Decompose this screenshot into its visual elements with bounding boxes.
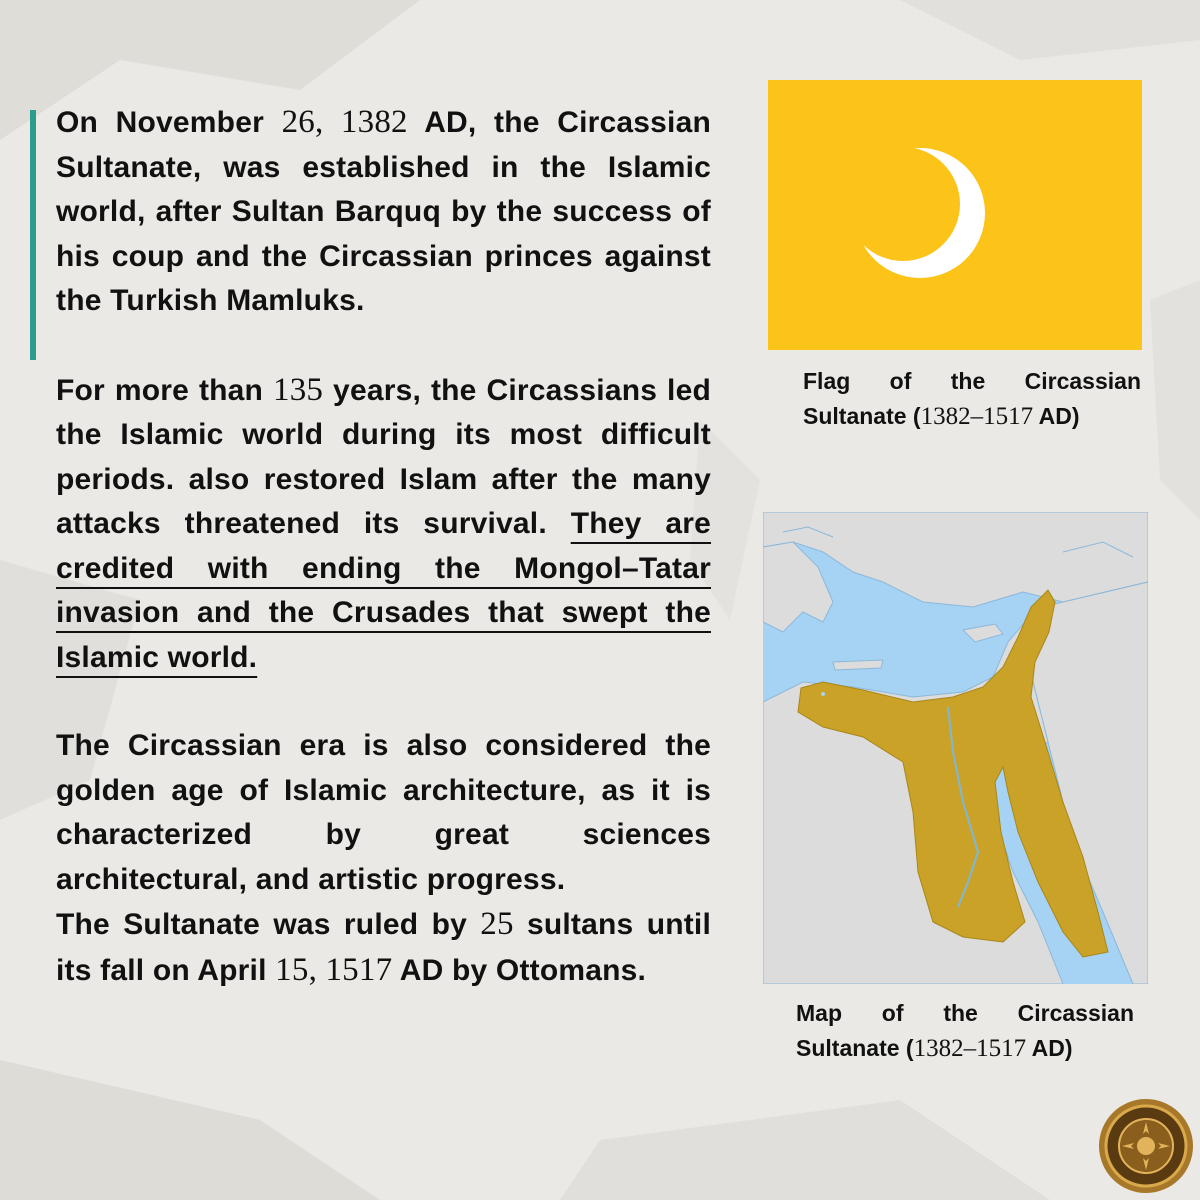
sultan-count: 25 bbox=[480, 906, 514, 942]
map-graphic bbox=[763, 512, 1148, 984]
underlined-claim: They are credited with ending the Mongol–Tatar invasion and the Crusades that swept the Islamic world. bbox=[56, 507, 712, 674]
sultanate-map bbox=[763, 512, 1148, 984]
crescent-icon bbox=[768, 80, 1142, 350]
paragraph-fall: The Sultanate was ruled by 25 sultans until its fall on April 15, 1517 AD by Ottomans. bbox=[56, 906, 712, 988]
article-body bbox=[56, 100, 711, 993]
founding-date: 26, 1382 bbox=[281, 104, 408, 140]
emblem-seal-icon bbox=[1098, 1098, 1194, 1194]
accent-bar bbox=[30, 110, 36, 360]
sultanate-flag bbox=[768, 80, 1142, 350]
map-caption: Map of the Circassian Sultanate (1382–1517 AD) bbox=[796, 1000, 1134, 1062]
paragraph-architecture: The Circassian era is also considered the golden age of Islamic architecture, as it is characterized by great sciences architectural, and artistic progress. bbox=[56, 729, 711, 896]
flag-caption: Flag of the Circassian Sultanate (1382–1517 AD) bbox=[803, 368, 1141, 430]
paragraph-leadership: For more than 135 years, the Circassians led the Islamic world during its most difficult periods. also restored Islam after the many attacks threatened its survival. They are credited with ending the Mongol–Tatar invasion and the Crusades that swept the Islamic world. bbox=[56, 371, 712, 674]
paragraph-founding: On November 26, 1382 AD, the Circassian Sultanate, was established in the Islamic world, after Sultan Barquq by the success of his coup and the Circassian princes against the Turkish Mamluks. bbox=[56, 104, 711, 317]
years-count: 135 bbox=[273, 371, 324, 408]
fall-date: 15, 1517 bbox=[275, 951, 393, 988]
